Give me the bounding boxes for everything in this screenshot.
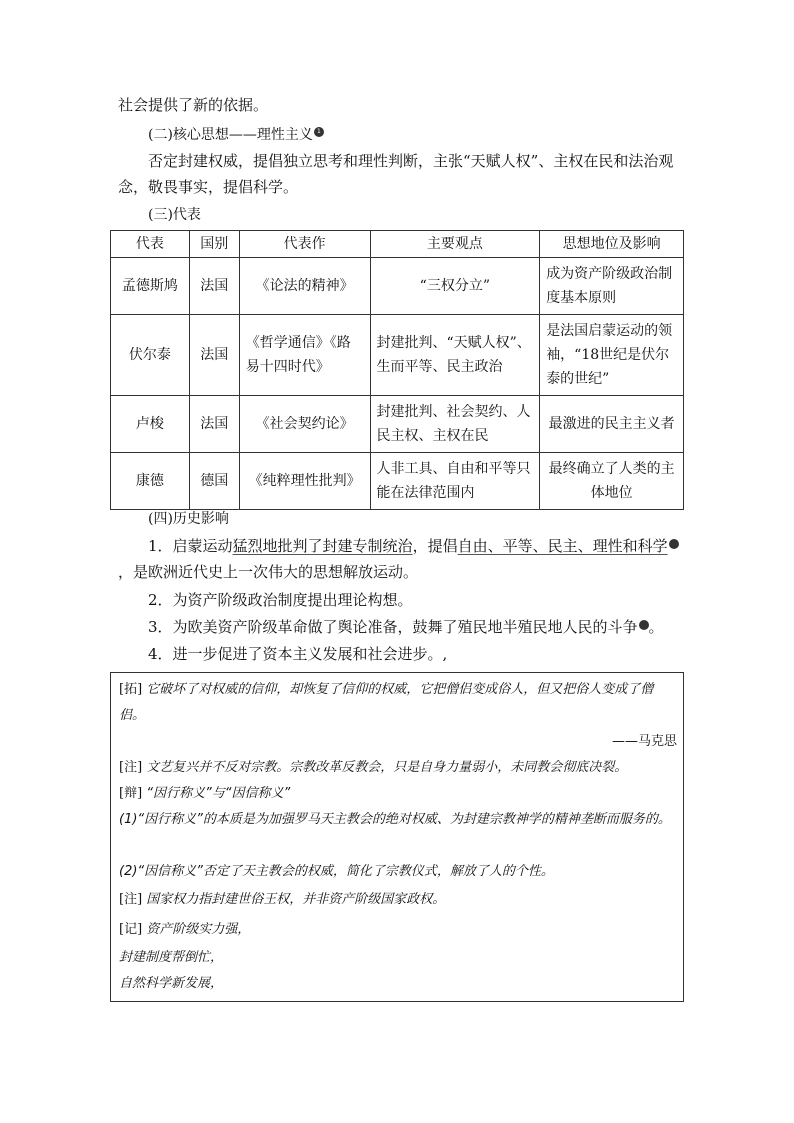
note-ji: [记] 资产阶级实力强， [119, 922, 251, 937]
section2-body: 否定封建权威，提倡独立思考和理性判断，主张“天赋人权”、主权在民和法治观念，敬畏事实，提倡科学。 [118, 152, 674, 196]
table-cell: 最终确立了人类的主体地位 [540, 453, 684, 510]
table-cell: 法国 [189, 396, 239, 453]
intro-line: 社会提供了新的依据。 [118, 96, 269, 114]
table-cell: 封建批判、社会契约、人民主权、主权在民 [370, 396, 540, 453]
table-row [111, 396, 684, 453]
table-header-cell: 国别 [189, 231, 239, 258]
table-cell: 康德 [111, 453, 190, 510]
table-cell: 《纯粹理性批判》 [239, 453, 370, 510]
footnote-marker: 2 [669, 539, 679, 549]
section4-item4: 4．进一步促进了资本主义发展和社会进步。, [148, 645, 448, 663]
table-cell: 《社会契约论》 [239, 396, 370, 453]
note-bian-1: (1)“因行称义”的本质是为加强罗马天主教会的绝对权威、为封建宗教神学的精神垄断而服务的。 [119, 812, 671, 827]
table-header-cell: 主要观点 [370, 231, 540, 258]
note-tuo: [拓] 它破坏了对权威的信仰，却恢复了信仰的权威，它把僧侣变成俗人，但又把俗人变成了僧侣。 [119, 682, 654, 723]
table-cell: 法国 [189, 315, 239, 396]
table-row [111, 315, 684, 396]
table-cell: 法国 [189, 258, 239, 315]
table-cell: 最激进的民主主义者 [540, 396, 684, 453]
table-row [111, 453, 684, 510]
table-header-cell: 思想地位及影响 [540, 231, 684, 258]
representatives-table [110, 230, 684, 510]
note-tuo-attribution: ——马克思 [611, 734, 677, 749]
section2-heading: (二)核心思想——理性主义 1 [148, 125, 324, 145]
table-cell: 伏尔泰 [111, 315, 190, 396]
table-cell: 人非工具、自由和平等只能在法律范围内 [370, 453, 540, 510]
note-bian-2: (2)“因信称义”否定了天主教会的权威，简化了宗教仪式，解放了人的个性。 [119, 864, 554, 879]
note-ji-line-3: 自然科学新发展， [119, 976, 224, 991]
note-zhu-1: [注] 文艺复兴并不反对宗教。宗教改革反教会，只是自身力量弱小，未同教会彻底决裂。 [119, 760, 628, 775]
table-cell: 《哲学通信》《路易十四时代》 [239, 315, 370, 396]
section4-heading: (四)历史影响 [148, 511, 229, 527]
note-ji-line-2: 封建制度帮倒忙， [119, 950, 224, 965]
table-cell: 是法国启蒙运动的领袖，“18世纪是伏尔泰的世纪” [540, 315, 684, 396]
table-cell: 《论法的精神》 [239, 258, 370, 315]
footnote-marker: 1 [314, 127, 324, 137]
note-bian: [辩] “因行称义”与“因信称义” [119, 786, 291, 801]
table-header-row [111, 231, 684, 258]
table-header-cell: 代表 [111, 231, 190, 258]
notes-box [110, 672, 684, 1002]
section4-item3: 3．为欧美资产阶级革命做了舆论准备，鼓舞了殖民地半殖民地人民的斗争 3。 [148, 618, 673, 636]
section4-item2: 2．为资产阶级政治制度提出理论构想。 [148, 591, 413, 609]
section3-heading: (三)代表 [148, 207, 201, 223]
table-cell: 德国 [189, 453, 239, 510]
table-cell: 孟德斯鸠 [111, 258, 190, 315]
table-cell: 封建批判、“天赋人权”、生而平等、民主政治 [370, 315, 540, 396]
footnote-marker: 3 [639, 620, 649, 630]
table-cell: 成为资产阶级政治制度基本原则 [540, 258, 684, 315]
table-header-cell: 代表作 [239, 231, 370, 258]
note-zhu-2: [注] 国家权力指封建世俗王权，并非资产阶级国家政权。 [119, 892, 446, 907]
section4-item1: 1．启蒙运动猛烈地批判了封建专制统治，提倡自由、平等、民主、理性和科学 2，是欧洲近代史上一次伟大的思想解放运动。 [118, 537, 703, 581]
table-row [111, 258, 684, 315]
table-cell: 卢梭 [111, 396, 190, 453]
table-cell: “三权分立” [370, 258, 540, 315]
